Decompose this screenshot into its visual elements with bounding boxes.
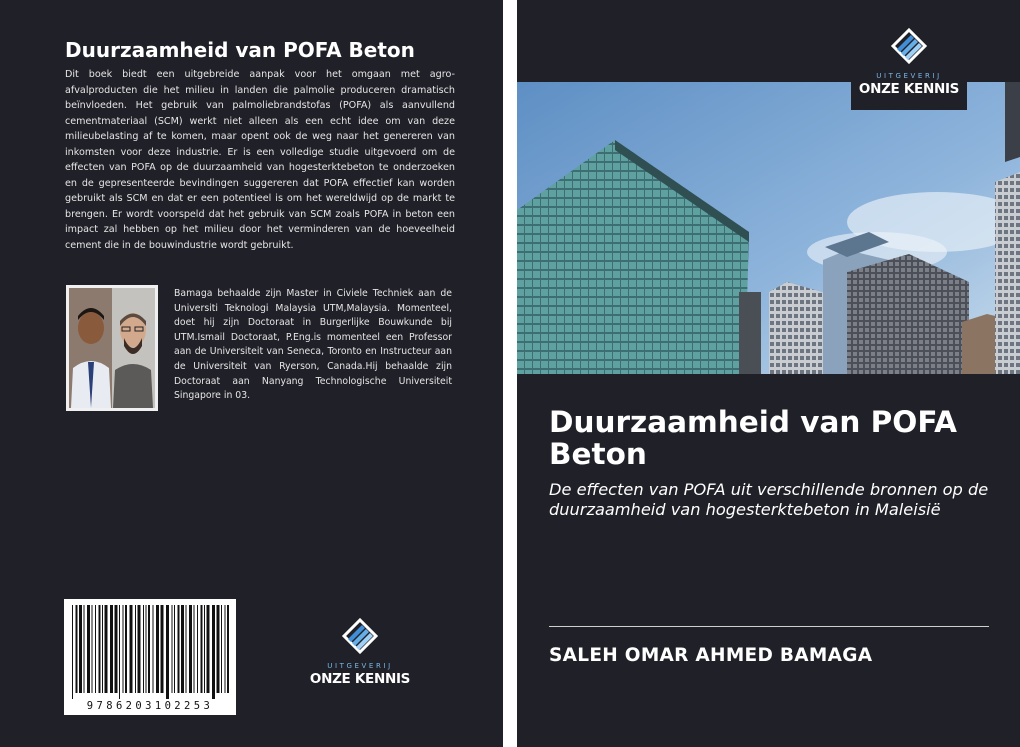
barcode-bar xyxy=(221,605,222,693)
divider xyxy=(549,626,989,627)
barcode-bar xyxy=(172,605,173,693)
skyscraper-photo xyxy=(517,82,1020,374)
barcode-bar xyxy=(186,605,187,693)
author-bio: Bamaga behaalde zijn Master in Civiele Techniek aan de Universiti Teknologi Malaysia UTM,Malaysia. Momenteel, doet hij zijn Doctoraat in Burgerlijke Bouwkunde bij UTM.Ismail Doctoraat, P.Eng.is momenteel een Professor aan de Universiteit van Seneca, Toronto en Instructeur aan de Universiteit van Ryerson, Canada.Hij behaalde zijn Doctoraat aan Nanyang Technologische Universiteit Singapore in 03. xyxy=(174,288,452,402)
barcode-bar xyxy=(138,605,141,693)
barcode-bar xyxy=(227,605,229,693)
barcode-bar xyxy=(95,605,96,693)
barcode-bar xyxy=(148,605,150,693)
barcode-bar xyxy=(225,605,226,693)
publisher-name: ONZE KENNIS xyxy=(309,671,411,687)
publisher-logo-icon xyxy=(338,614,382,658)
barcode-bar xyxy=(207,605,210,693)
barcode-bar xyxy=(178,605,180,693)
barcode-bar xyxy=(166,605,169,699)
author-name: SALEH OMAR AHMED BAMAGA xyxy=(549,645,873,666)
barcode-bar xyxy=(76,605,78,693)
barcode-bar xyxy=(130,605,133,693)
barcode-bar xyxy=(161,605,164,693)
barcode-bar xyxy=(156,605,159,693)
barcode-bar xyxy=(72,605,73,699)
barcode-bar xyxy=(146,605,147,693)
barcode-bar xyxy=(115,605,118,693)
barcode-bar xyxy=(189,605,192,693)
barcode-bar xyxy=(201,605,203,693)
barcode-bar xyxy=(79,605,82,693)
back-cover-blurb: Dit boek biedt een uitgebreide aanpak voor het omgaan met agro-afvalproducten die het milieu in landen die palmolie produceren dramatisch beïnvloeden. Het gebruik van palmoliebrandstofas (POFA) als aanvullend cementmateriaal (SCM) werkt niet alleen als een echt idee om van deze milieubelasting af te komen, maar opent ook de weg naar het genereren van inkomsten voor deze industrie. Er is een volledige studie uitgevoerd om de effecten van POFA op de duurzaamheid van hogesterktebeton te onderzoeken en de gepresenteerde bevindingen suggereren dat POFA effectief kan worden gebruikt als SCM en dat er een potentieel is om het wereldwijd op de markt te brengen. Er wordt voorspeld dat het gebruik van SCM zoals POFA in beton een impact zal hebben op het milieu door het verminderen van de hoeveelheid cement die in de bouwindustrie wordt gebruikt. xyxy=(65,69,455,251)
isbn-barcode xyxy=(64,599,236,715)
barcode-bar xyxy=(99,605,101,693)
front-cover xyxy=(517,0,1020,747)
barcode-bar xyxy=(194,605,195,693)
barcode-bar xyxy=(110,605,113,693)
barcode-bar xyxy=(204,605,205,693)
barcode-bar xyxy=(105,605,108,693)
barcode-bar xyxy=(135,605,136,693)
barcode-bar xyxy=(174,605,175,693)
barcode-bar xyxy=(123,605,124,693)
publisher-logo-back xyxy=(305,614,415,699)
author-photo xyxy=(66,285,158,411)
barcode-bar xyxy=(119,605,120,699)
back-cover-title: Duurzaamheid van POFA Beton xyxy=(65,38,415,62)
barcode-bar xyxy=(197,605,198,693)
publisher-name: ONZE KENNIS xyxy=(858,81,960,97)
barcode-bar xyxy=(87,605,90,693)
isbn-digits: 9786203102253 xyxy=(86,700,214,712)
barcode-bar xyxy=(143,605,144,693)
author-photo-image xyxy=(69,288,155,408)
barcode-bar xyxy=(217,605,220,693)
barcode-bar xyxy=(125,605,127,693)
barcode-bar xyxy=(181,605,184,693)
barcode-bar xyxy=(212,605,215,699)
publisher-logo-front xyxy=(851,22,967,110)
barcode-bar xyxy=(92,605,93,693)
barcode-bar xyxy=(84,605,85,693)
skyscraper-photo-image xyxy=(517,82,1020,374)
back-cover xyxy=(0,0,503,747)
spine xyxy=(503,0,517,747)
front-cover-title: Duurzaamheid van POFA Beton xyxy=(549,405,957,471)
barcode-icon xyxy=(64,599,236,715)
publisher-small-label: UITGEVERIJ xyxy=(876,72,942,80)
barcode-bar xyxy=(102,605,103,693)
publisher-logo-icon xyxy=(887,24,931,68)
publisher-small-label: UITGEVERIJ xyxy=(327,662,393,670)
front-cover-subtitle: De effecten van POFA uit verschillende bronnen op de duurzaamheid van hogesterktebeton in Maleisië xyxy=(549,480,989,519)
barcode-bar xyxy=(153,605,154,693)
